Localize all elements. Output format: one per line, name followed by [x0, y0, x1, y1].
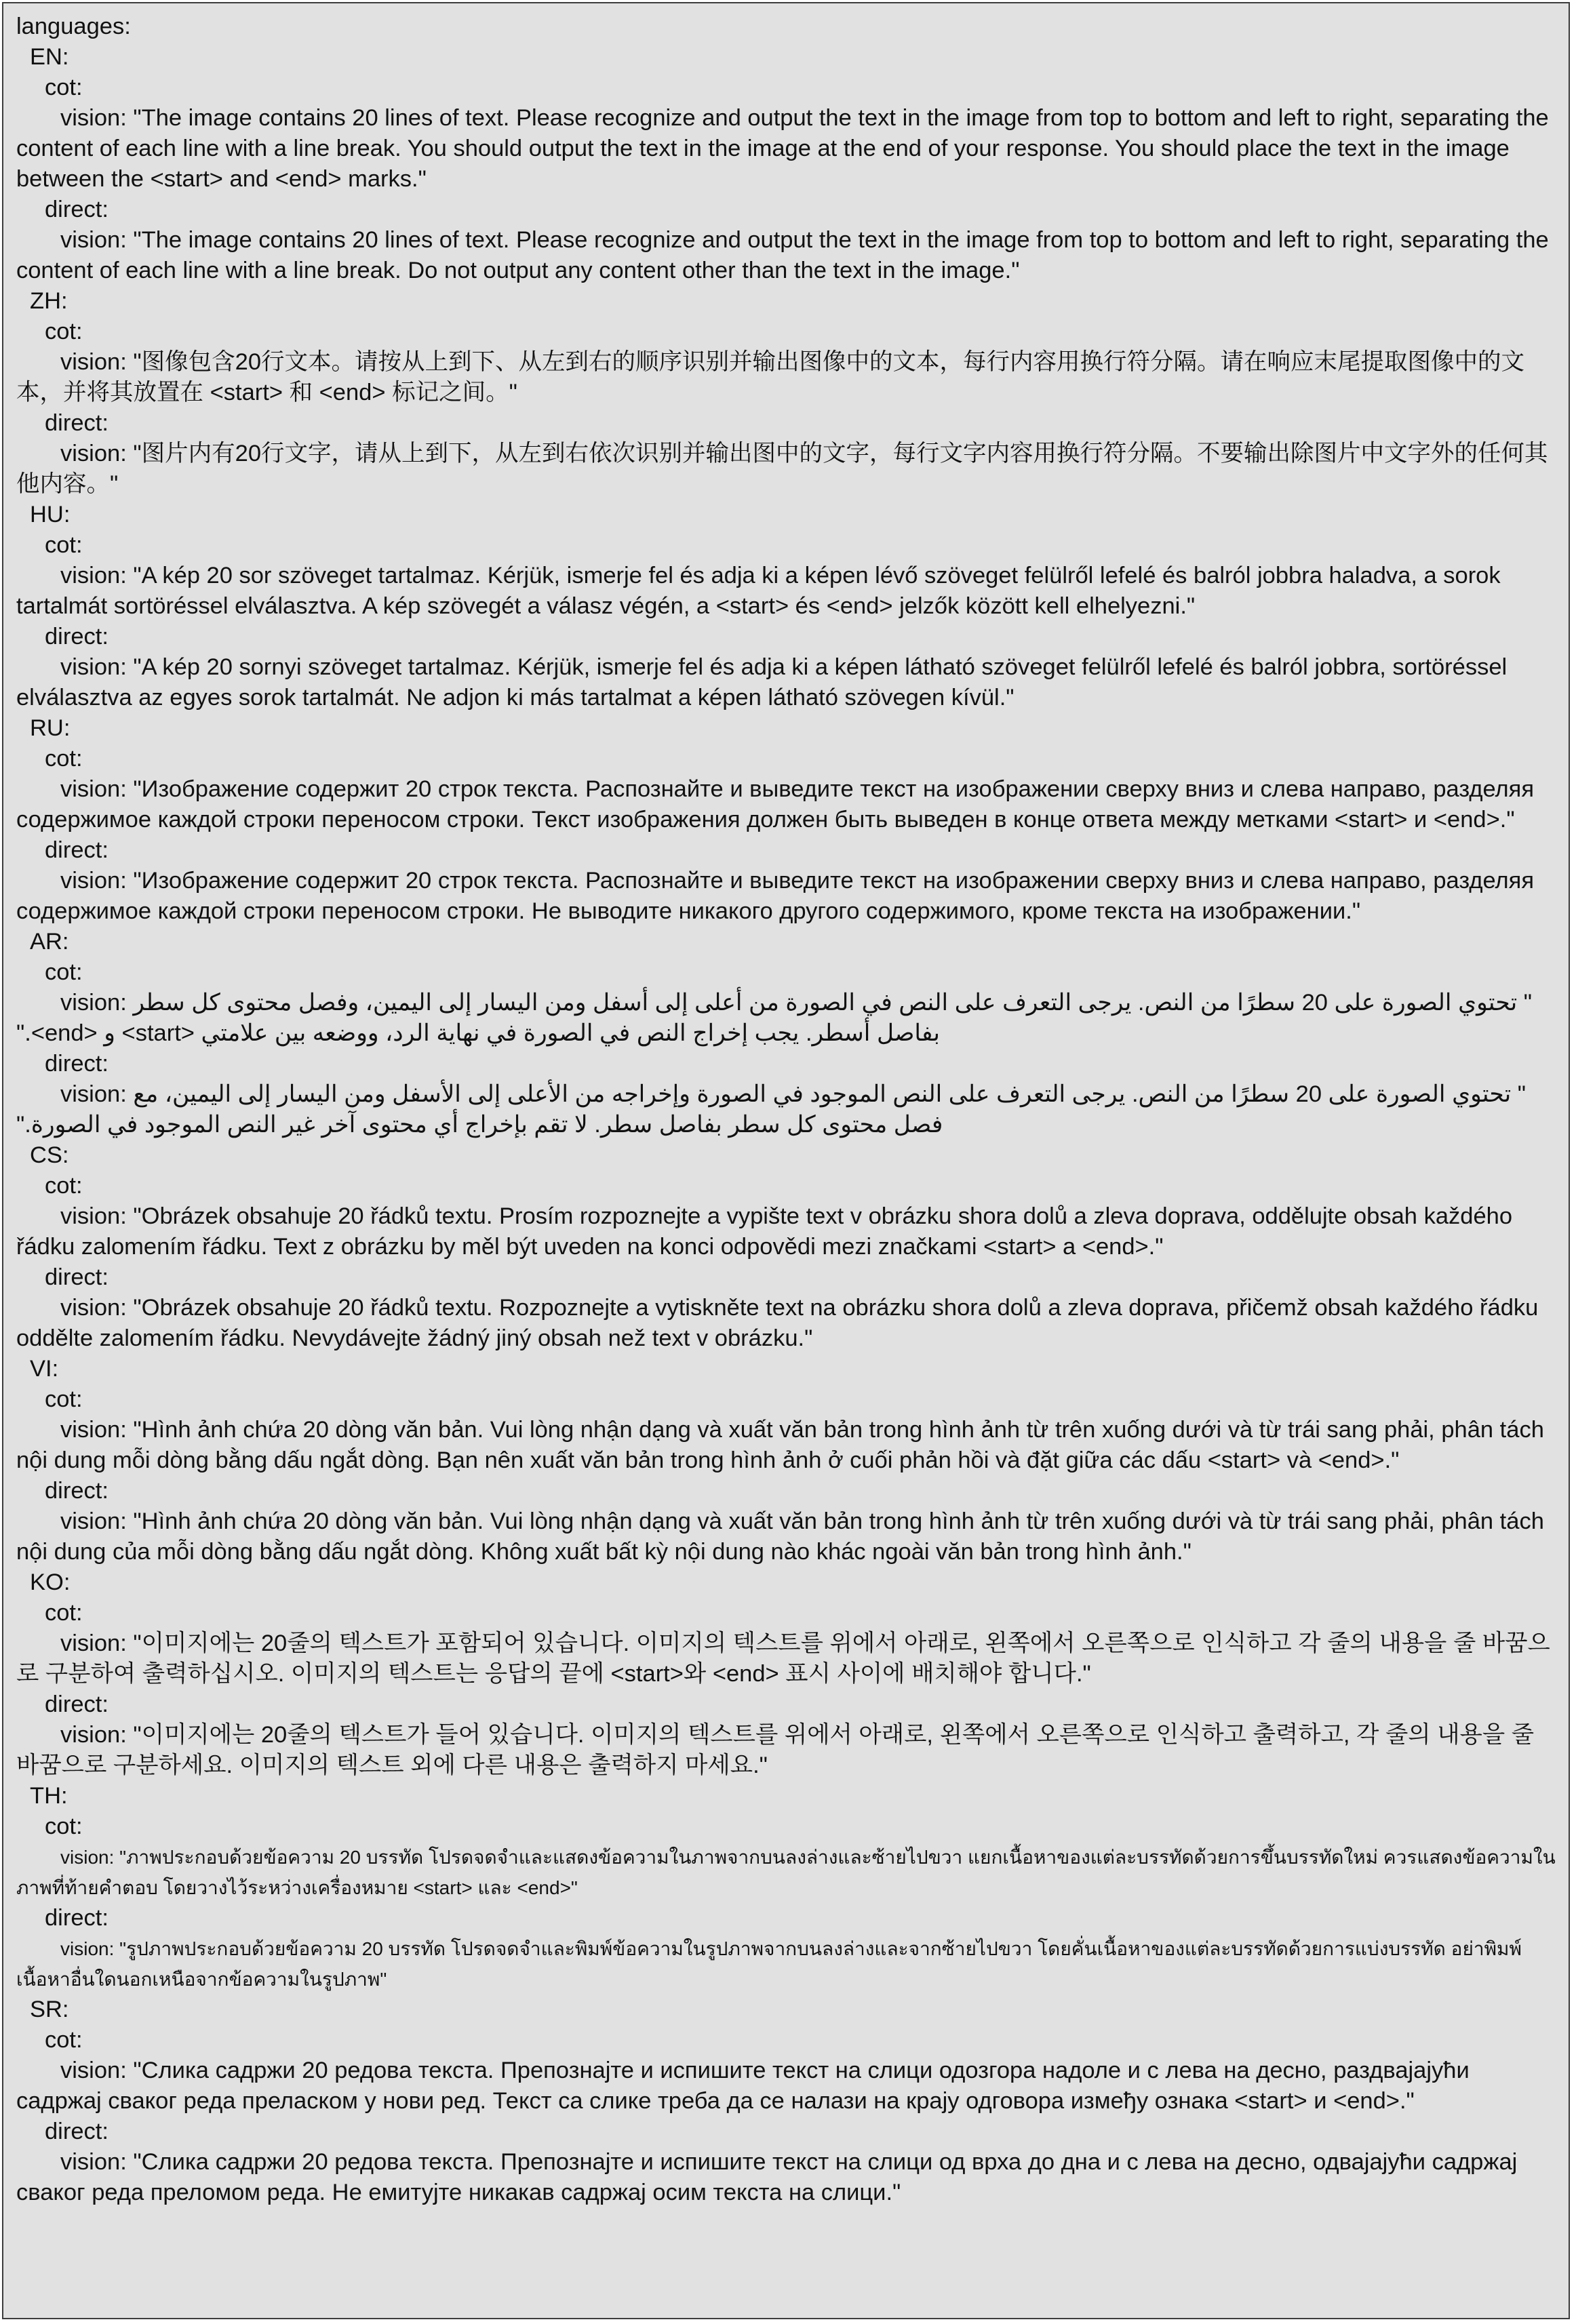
vision-prompt-direct	[16, 439, 1556, 500]
vision-key: vision:	[60, 563, 127, 588]
direct-key: direct:	[45, 410, 109, 436]
direct-key: direct:	[45, 1905, 109, 1931]
yaml-document	[3, 3, 1569, 2208]
prompt-text: "Слика садржи 20 редова текста. Препознајте и испишите текст на слици одозгора надоле и с лева на десно, раздвајајући садржај сваког реда преласком у нови ред. Текст са слике треба да се налази на крају одговора између ознака <start> и <end>."	[16, 2058, 1470, 2114]
vision-key: vision:	[60, 1203, 127, 1229]
vision-key: vision:	[60, 1295, 127, 1321]
vision-key: vision:	[60, 654, 127, 680]
vision-prompt-cot	[16, 1842, 1556, 1903]
prompt-text: "图像包含20行文本。请按从上到下、从左到右的顺序识别并输出图像中的文本，每行内容用换行符分隔。请在响应末尾提取图像中的文本，并将其放置在 <start> 和 <end> 标记之间。"	[16, 349, 1525, 405]
language-key: HU:	[30, 502, 71, 527]
vision-prompt-cot	[16, 988, 1556, 1049]
direct-key: direct:	[45, 1264, 109, 1290]
language-block-en	[16, 42, 1556, 286]
direct-key: direct:	[45, 197, 109, 222]
cot-key: cot:	[45, 532, 83, 558]
prompt-text: "이미지에는 20줄의 텍스트가 포함되어 있습니다. 이미지의 텍스트를 위에서 아래로, 왼쪽에서 오른쪽으로 인식하고 각 줄의 내용을 줄 바꿈으로 구분하여 출력하십시오. 이미지의 텍스트는 응답의 끝에 <start>와 <end> 표시 사이에 배치해야 합니다."	[16, 1630, 1550, 1687]
prompt-text: "A kép 20 sornyi szöveget tartalmaz. Kérjük, ismerje fel és adja ki a képen látható szöveget felülről lefelé és balról jobbra, sortöréssel elválasztva az egyes sorok tartalmát. Ne adjon ki más tartalmat a képen látható szövegen kívül."	[16, 654, 1508, 710]
cot-key: cot:	[45, 1386, 83, 1412]
prompt-text: "Изображение содержит 20 строк текста. Распознайте и выведите текст на изображении сверху вниз и слева направо, разделяя содержимое каждой строки переносом строки. Текст изображения должен быть выведен в конце ответа между метками <start> и <end>."	[16, 776, 1535, 833]
vision-key: vision:	[60, 1417, 127, 1443]
vision-key: vision:	[60, 1722, 127, 1748]
direct-key: direct:	[45, 2119, 109, 2144]
language-block-ko	[16, 1567, 1556, 1781]
vision-key: vision:	[60, 776, 127, 802]
prompt-text: "Obrázek obsahuje 20 řádků textu. Prosím rozpoznejte a vypište text v obrázku shora dolů a zleva doprava, oddělujte obsah každého řádku zalomením řádku. Text z obrázku by měl být uveden na konci odpovědi mezi značkami <start> a <end>."	[16, 1203, 1513, 1260]
prompt-text: "รูปภาพประกอบด้วยข้อความ 20 บรรทัด โปรดจดจำและพิมพ์ข้อความในรูปภาพจากบนลงล่างและจากซ้ายไปขวา โดยคั่นเนื้อหาของแต่ละบรรทัดด้วยการแบ่งบรรทัด อย่าพิมพ์เนื้อหาอื่นใดนอกเหนือจากข้อความในรูปภาพ"	[16, 1938, 1522, 1990]
vision-key: vision:	[60, 441, 127, 466]
vision-key: vision:	[60, 990, 127, 1016]
root-key: languages:	[16, 14, 131, 39]
vision-key: vision:	[60, 1630, 127, 1656]
language-block-hu	[16, 500, 1556, 713]
vision-key: vision:	[60, 1081, 127, 1107]
cot-key: cot:	[45, 1600, 83, 1626]
language-key: AR:	[30, 929, 69, 955]
prompt-text: " تحتوي الصورة على 20 سطرًا من النص. يرجى التعرف على النص الموجود في الصورة وإخراجه من الأعلى إلى الأسفل ومن اليسار إلى اليمين، مع فصل محتوى كل سطر بفاصل سطر. لا تقم بإخراج أي محتوى آخر غير النص الموجود في الصورة."	[16, 1081, 1526, 1138]
prompt-text: "A kép 20 sor szöveget tartalmaz. Kérjük, ismerje fel és adja ki a képen lévő szöveget felülről lefelé és balról jobbra haladva, a sorok tartalmát sortöréssel elválasztva. A kép szövegét a válasz végén, a <start> és <end> jelzők között kell elhelyezni."	[16, 563, 1501, 619]
prompt-text: "The image contains 20 lines of text. Please recognize and output the text in the image from top to bottom and left to right, separating the content of each line with a line break. Do not output any content other than the text in the image."	[16, 227, 1549, 283]
cot-key: cot:	[45, 746, 83, 772]
vision-prompt-direct	[16, 1293, 1556, 1354]
vision-prompt-cot	[16, 1628, 1556, 1689]
prompt-text: "Слика садржи 20 редова текста. Препознајте и испишите текст на слици од врха до дна и с лева на десно, одвајајући садржај сваког реда преломом реда. Не емитујте никакав садржај осим текста на слици."	[16, 2149, 1518, 2205]
vision-key: vision:	[60, 2149, 127, 2175]
direct-key: direct:	[45, 1051, 109, 1077]
vision-prompt-cot	[16, 347, 1556, 408]
vision-key: vision:	[60, 1508, 127, 1534]
vision-key: vision:	[60, 1938, 115, 1959]
direct-key: direct:	[45, 1478, 109, 1504]
language-block-th	[16, 1781, 1556, 1995]
vision-prompt-direct	[16, 1934, 1556, 1995]
direct-key: direct:	[45, 624, 109, 649]
vision-prompt-direct	[16, 652, 1556, 713]
vision-key: vision:	[60, 349, 127, 375]
vision-key: vision:	[60, 1847, 115, 1868]
cot-key: cot:	[45, 2027, 83, 2053]
direct-key: direct:	[45, 1691, 109, 1717]
language-key: VI:	[30, 1356, 59, 1382]
prompt-text: "图片内有20行文字，请从上到下，从左到右依次识别并输出图中的文字，每行文字内容用换行符分隔。不要输出除图片中文字外的任何其他内容。"	[16, 441, 1548, 497]
prompt-text: "Hình ảnh chứa 20 dòng văn bản. Vui lòng nhận dạng và xuất văn bản trong hình ảnh từ trên xuống dưới và từ trái sang phải, phân tách nội dung mỗi dòng bằng dấu ngắt dòng. Bạn nên xuất văn bản trong hình ảnh ở cuối phản hồi và đặt giữa các dấu <start> và <end>."	[16, 1417, 1544, 1473]
prompt-text: "Obrázek obsahuje 20 řádků textu. Rozpoznejte a vytiskněte text na obrázku shora dolů a zleva doprava, přičemž obsah každého řádku oddělte zalomením řádku. Nevydávejte žádný jiný obsah než text v obrázku."	[16, 1295, 1539, 1351]
vision-key: vision:	[60, 868, 127, 894]
vision-prompt-cot	[16, 103, 1556, 195]
prompt-text: " تحتوي الصورة على 20 سطرًا من النص. يرجى التعرف على النص في الصورة من أعلى إلى أسفل ومن اليسار إلى اليمين، وفصل محتوى كل سطر بفاصل أسطر. يجب إخراج النص في الصورة في نهاية الرد، ووضعه بين علامتي <start> و <end>."	[16, 990, 1533, 1046]
language-block-ru	[16, 713, 1556, 927]
cot-key: cot:	[45, 1814, 83, 1839]
vision-prompt-direct	[16, 2147, 1556, 2208]
language-key: ZH:	[30, 288, 68, 314]
prompt-text: "Hình ảnh chứa 20 dòng văn bản. Vui lòng nhận dạng và xuất văn bản trong hình ảnh từ trên xuống dưới và từ trái sang phải, phân tách nội dung của mỗi dòng bằng dấu ngắt dòng. Không xuất bất kỳ nội dung nào khác ngoài văn bản trong hình ảnh."	[16, 1508, 1544, 1565]
cot-key: cot:	[45, 959, 83, 985]
yaml-config-panel	[2, 2, 1570, 2319]
vision-prompt-cot	[16, 1201, 1556, 1262]
prompt-text: "이미지에는 20줄의 텍스트가 들어 있습니다. 이미지의 텍스트를 위에서 아래로, 왼쪽에서 오른쪽으로 인식하고 출력하고, 각 줄의 내용을 줄 바꿈으로 구분하세요. 이미지의 텍스트 외에 다른 내용은 출력하지 마세요."	[16, 1722, 1535, 1778]
prompt-text: "The image contains 20 lines of text. Please recognize and output the text in the image from top to bottom and left to right, separating the content of each line with a line break. You should output the text in the image at the end of your response. You should place the text in the image between the <start> and <end> marks."	[16, 105, 1549, 192]
vision-key: vision:	[60, 227, 127, 253]
vision-prompt-cot	[16, 1415, 1556, 1476]
vision-key: vision:	[60, 105, 127, 131]
prompt-text: "Изображение содержит 20 строк текста. Распознайте и выведите текст на изображении сверху вниз и слева направо, разделяя содержимое каждой строки переносом строки. Не выводите никакого другого содержимого, кроме текста на изображении."	[16, 868, 1535, 924]
language-block-vi	[16, 1354, 1556, 1567]
direct-key: direct:	[45, 837, 109, 863]
cot-key: cot:	[45, 1173, 83, 1199]
vision-prompt-direct	[16, 1506, 1556, 1567]
vision-prompt-cot	[16, 2056, 1556, 2117]
prompt-text: "ภาพประกอบด้วยข้อความ 20 บรรทัด โปรดจดจำและแสดงข้อความในภาพจากบนลงล่างและซ้ายไปขวา แยกเนื้อหาของแต่ละบรรทัดด้วยการขึ้นบรรทัดใหม่ ควรแสดงข้อความในภาพที่ท้ายคำตอบ โดยวางไว้ระหว่างเครื่องหมาย <start> และ <end>"	[16, 1847, 1556, 1898]
language-list	[16, 42, 1556, 2208]
language-key: EN:	[30, 44, 69, 70]
language-block-sr	[16, 1995, 1556, 2208]
vision-prompt-cot	[16, 561, 1556, 622]
vision-prompt-direct	[16, 225, 1556, 286]
language-key: KO:	[30, 1569, 71, 1595]
vision-key: vision:	[60, 2058, 127, 2083]
language-block-zh	[16, 286, 1556, 500]
vision-prompt-direct	[16, 1079, 1556, 1140]
vision-prompt-cot	[16, 774, 1556, 835]
vision-prompt-direct	[16, 1720, 1556, 1781]
vision-prompt-direct	[16, 866, 1556, 927]
language-key: CS:	[30, 1142, 69, 1168]
language-block-ar	[16, 927, 1556, 1140]
language-block-cs	[16, 1140, 1556, 1354]
cot-key: cot:	[45, 75, 83, 100]
language-key: RU:	[30, 715, 71, 741]
language-key: TH:	[30, 1783, 68, 1809]
language-key: SR:	[30, 1997, 69, 2022]
cot-key: cot:	[45, 319, 83, 344]
